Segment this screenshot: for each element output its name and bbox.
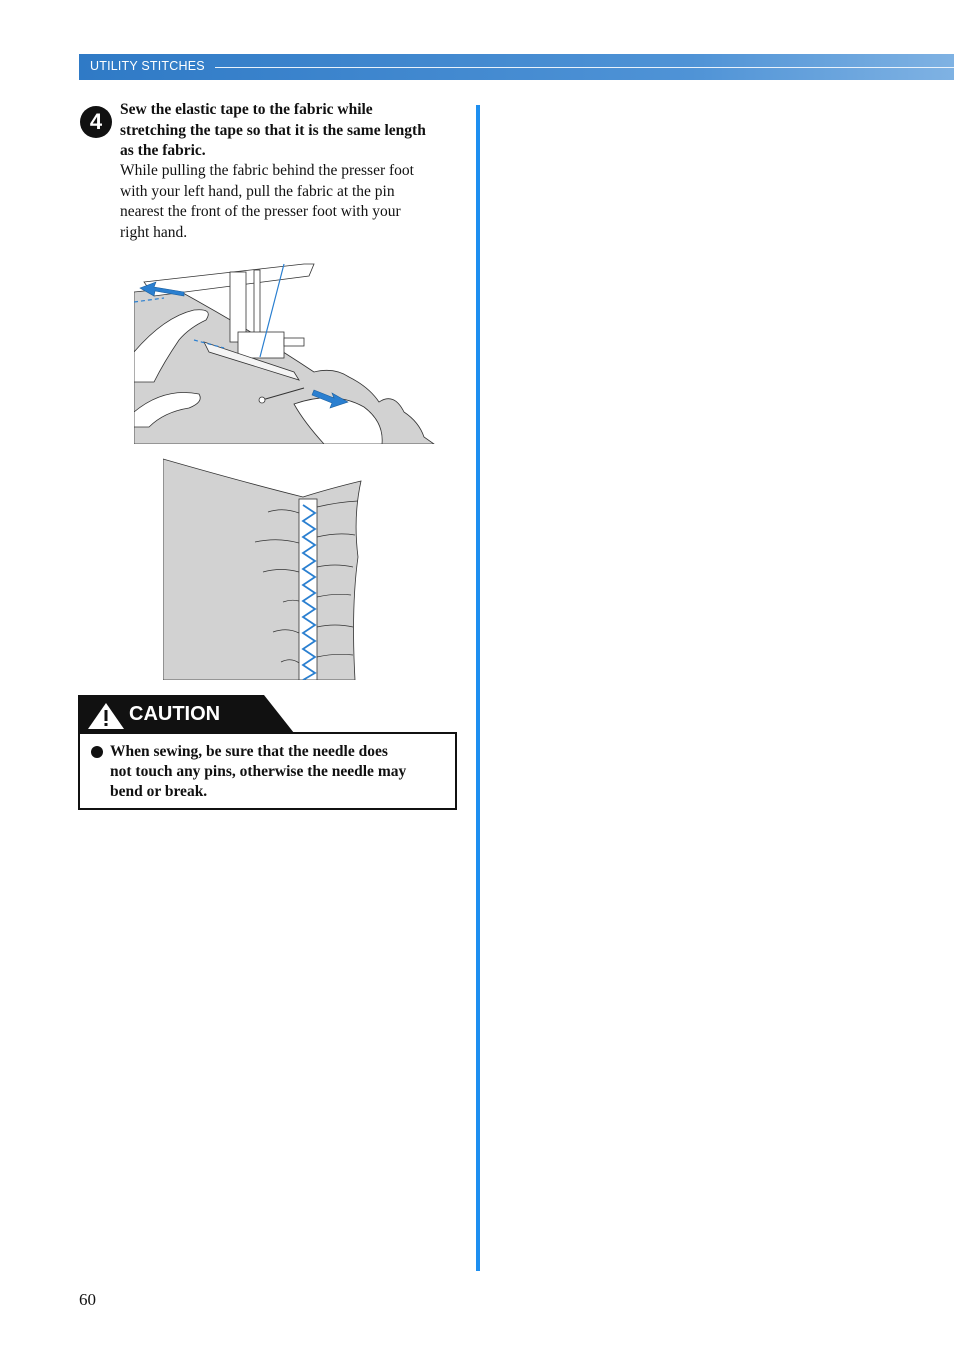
column-divider	[476, 105, 480, 1271]
caution-line: not touch any pins, otherwise the needle may	[110, 763, 407, 780]
caution-box	[78, 732, 457, 810]
header-rule	[215, 67, 954, 68]
section-title: UTILITY STITCHES	[90, 59, 205, 73]
step-heading-line: as the fabric.	[120, 142, 206, 159]
caution-title: CAUTION	[129, 703, 221, 725]
bullet-icon	[91, 746, 103, 758]
step-description	[120, 161, 460, 243]
caution-message	[110, 742, 448, 802]
step-body-line: While pulling the fabric behind the presser foot	[120, 162, 414, 179]
step-body-line: right hand.	[120, 223, 188, 241]
step-heading-line: stretching the tape so that it is the same length	[120, 121, 426, 139]
step-heading	[120, 100, 460, 162]
stitched-fabric-illustration	[163, 457, 365, 680]
step-number-badge: 4	[80, 106, 112, 138]
step-body-line: with your left hand, pull the fabric at the pin	[120, 182, 395, 200]
presser-foot-illustration	[134, 262, 436, 444]
step-heading-line: Sew the elastic tape to the fabric while	[120, 101, 373, 118]
page-number: 60	[79, 1290, 96, 1309]
step-body-line: nearest the front of the presser foot with your	[120, 203, 401, 220]
caution-line: When sewing, be sure that the needle does	[110, 743, 388, 760]
caution-line: bend or break.	[110, 783, 208, 800]
section-header-bar	[79, 54, 954, 80]
